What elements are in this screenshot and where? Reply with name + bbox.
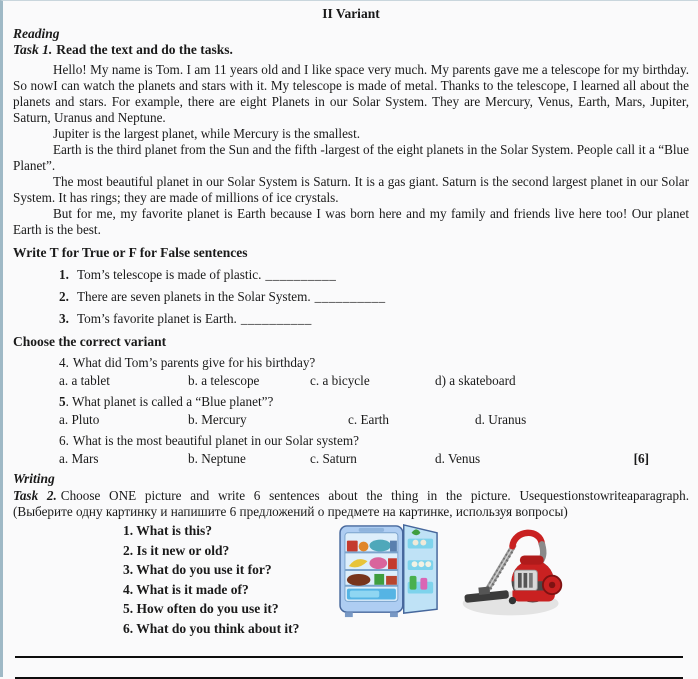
question-body: . What planet is called a “Blue planet”? xyxy=(65,394,274,409)
option-c: c. Saturn xyxy=(310,451,357,466)
answer-blank: __________ xyxy=(265,267,337,282)
writing-question-1: 1. What is this? xyxy=(123,523,213,538)
options-row xyxy=(59,412,689,428)
task2-label: Task 2. xyxy=(13,488,57,503)
options-row xyxy=(59,451,689,467)
true-false-list xyxy=(13,266,689,327)
question-body: What is the most beautiful planet in our Solar system? xyxy=(72,433,359,448)
option-b: b. Mercury xyxy=(188,412,247,427)
question-6 xyxy=(13,433,689,467)
page-title: II Variant xyxy=(322,6,380,21)
writing-question-3: 3. What do you use it for? xyxy=(123,562,272,577)
item-number: 2. xyxy=(59,289,69,304)
true-false-item-3 xyxy=(13,310,689,327)
writing-questions-block xyxy=(123,521,689,641)
option-a: a. a tablet xyxy=(59,373,110,388)
item-text: Tom’s telescope is made of plastic. xyxy=(77,267,262,282)
score-badge: [6] xyxy=(633,451,649,466)
reading-paragraph-2: Jupiter is the largest planet, while Mercury is the smallest. xyxy=(53,126,361,141)
option-d: d) a skateboard xyxy=(435,373,516,388)
question-text xyxy=(59,355,689,370)
reading-paragraph-4: The most beautiful planet in our Solar System is Saturn. It is a gas giant. Saturn is the second largest planet in our Solar System. It has rings; they are made of millions of ice crystals. xyxy=(13,174,689,205)
option-a: a. Mars xyxy=(59,451,99,466)
reading-paragraph-3: Earth is the third planet from the Sun and the fifth -largest of the eight planets in the Solar System. People call it a “Blue Planet”. xyxy=(13,142,689,173)
question-number: 6. xyxy=(59,433,69,448)
task1-label: Task 1. xyxy=(13,42,53,57)
option-c: c. a bicycle xyxy=(310,373,370,388)
question-body: What did Tom’s parents give for his birthday? xyxy=(72,355,316,370)
refrigerator-image xyxy=(336,523,446,621)
option-d: d. Uranus xyxy=(475,412,527,427)
item-text: Tom’s favorite planet is Earth. xyxy=(77,311,237,326)
question-number: 5 xyxy=(59,394,66,409)
option-b: b. a telescope xyxy=(188,373,260,388)
options-row xyxy=(59,373,689,389)
question-5 xyxy=(13,394,689,428)
answer-blank: __________ xyxy=(314,289,386,304)
option-b: b. Neptune xyxy=(188,451,246,466)
writing-question-2: 2. Is it new or old? xyxy=(123,542,230,558)
question-text xyxy=(59,394,689,409)
reading-section-label: Reading xyxy=(13,26,60,41)
reading-paragraph-1: Hello! My name is Tom. I am 11 years old and I like space very much. My parents gave me a telescope for my birthday. So nowI can watch the planets and stars with it. My telescope is made of metal. Thanks to the telescope, I learned all about the planets and stars. For example, there are eight Planets in our Solar System. They are Mercury, Venus, Earth, Mars, Jupiter, Saturn, Uranus and Neptune. xyxy=(13,62,689,125)
true-false-item-1 xyxy=(13,266,689,283)
question-text xyxy=(59,433,689,448)
task2-instruction-russian: (Выберите одну картинку и напишите 6 предложений о предмете на картинке, используя вопросы) xyxy=(13,504,568,519)
writing-section-label: Writing xyxy=(13,471,55,486)
worksheet-page xyxy=(3,1,698,679)
writing-question-5: 5. How often do you use it? xyxy=(123,601,279,616)
task1-instruction: Read the text and do the tasks. xyxy=(56,42,233,57)
task1-heading xyxy=(13,42,689,58)
task2-heading xyxy=(13,488,689,504)
vacuum-cleaner-image xyxy=(459,523,565,622)
reading-paragraph-5: But for me, my favorite planet is Earth because I was born here and my family and friends live here too! Our planet Earth is the best. xyxy=(13,206,689,237)
option-a: a. Pluto xyxy=(59,412,100,427)
writing-question-6: 6. What do you think about it? xyxy=(123,620,300,636)
question-number: 4. xyxy=(59,355,69,370)
writing-question-4: 4. What is it made of? xyxy=(123,581,249,597)
option-d: d. Venus xyxy=(435,451,481,466)
answer-blank: __________ xyxy=(240,311,312,326)
item-number: 3. xyxy=(59,311,69,326)
answer-line-1 xyxy=(15,656,683,658)
option-c: c. Earth xyxy=(348,412,390,427)
true-false-heading: Write T for True or F for False sentences xyxy=(13,245,248,260)
item-text: There are seven planets in the Solar System. xyxy=(77,289,311,304)
item-number: 1. xyxy=(59,267,69,282)
choose-variant-heading: Choose the correct variant xyxy=(13,334,167,349)
task2-instruction: Choose ONE picture and write 6 sentences about the thing in the picture. Usequestionstowriteaparagraph. xyxy=(60,488,689,503)
question-4 xyxy=(13,355,689,389)
true-false-item-2 xyxy=(13,288,689,305)
